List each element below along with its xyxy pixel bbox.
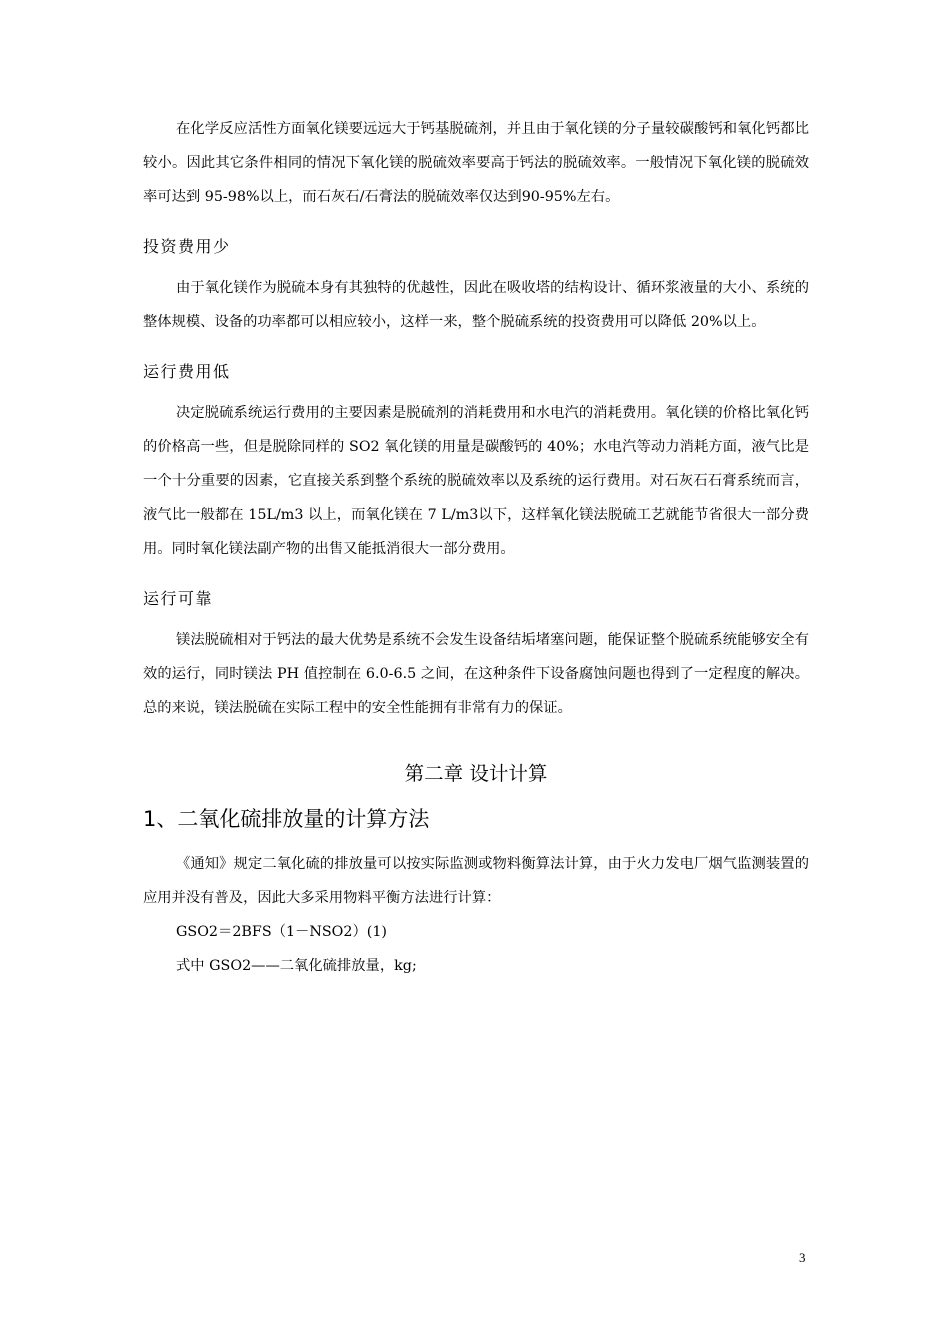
heading-low-investment: 投资费用少 <box>143 237 231 256</box>
page-content <box>143 112 809 983</box>
formula-line: GSO2＝2BFS（1－NSO2）(1) <box>176 924 388 940</box>
paragraph-investment: 由于氧化镁作为脱硫本身有其独特的优越性，因此在吸收塔的结构设计、循环浆液量的大小、系统的整体规模、设备的功率都可以相应较小，这样一来，整个脱硫系统的投资费用可以降低 20%以上。 <box>143 280 809 330</box>
paragraph-notice: 《通知》规定二氧化硫的排放量可以按实际监测或物料衡算法计算，由于火力发电厂烟气监测装置的应用并没有普及，因此大多采用物料平衡方法进行计算： <box>143 856 809 906</box>
paragraph-operating-cost: 决定脱硫系统运行费用的主要因素是脱硫剂的消耗费用和水电汽的消耗费用。氧化镁的价格比氧化钙的价格高一些，但是脱除同样的 SO2 氧化镁的用量是碳酸钙的 40%；水电汽等动力消耗方面，液气比是一个十分重要的因素，它直接关系到整个系统的脱硫效率以及系统的运行费用。对石灰石石膏系统而言，液气比一般都在 15L/m3 以上，而氧化镁在 7 L/m3以下，这样氧化镁法脱硫工艺就能节省很大一部分费用。同时氧化镁法副产物的出售又能抵消很大一部分费用。 <box>143 405 809 557</box>
paragraph-reactivity: 在化学反应活性方面氧化镁要远远大于钙基脱硫剂，并且由于氧化镁的分子量较碳酸钙和氧化钙都比较小。因此其它条件相同的情况下氧化镁的脱硫效率要高于钙法的脱硫效率。一般情况下氧化镁的脱硫效率可达到 95-98%以上，而石灰石/石膏法的脱硫效率仅达到90-95%左右。 <box>143 121 809 205</box>
heading-low-operating-cost: 运行费用低 <box>143 362 231 381</box>
paragraph-reliability: 镁法脱硫相对于钙法的最大优势是系统不会发生设备结垢堵塞问题，能保证整个脱硫系统能够安全有效的运行，同时镁法 PH 值控制在 6.0-6.5 之间，在这种条件下设备腐蚀问题也得到了一定程度的解决。总的来说，镁法脱硫在实际工程中的安全性能拥有非常有力的保证。 <box>143 632 809 716</box>
heading-reliable-operation: 运行可靠 <box>143 589 214 608</box>
chapter-title: 第二章 设计计算 <box>404 762 548 785</box>
section-title: 1、二氧化硫排放量的计算方法 <box>143 807 430 831</box>
page-number: 3 <box>799 1250 806 1265</box>
formula-definition: 式中 GSO2——二氧化硫排放量，kg; <box>176 958 417 974</box>
